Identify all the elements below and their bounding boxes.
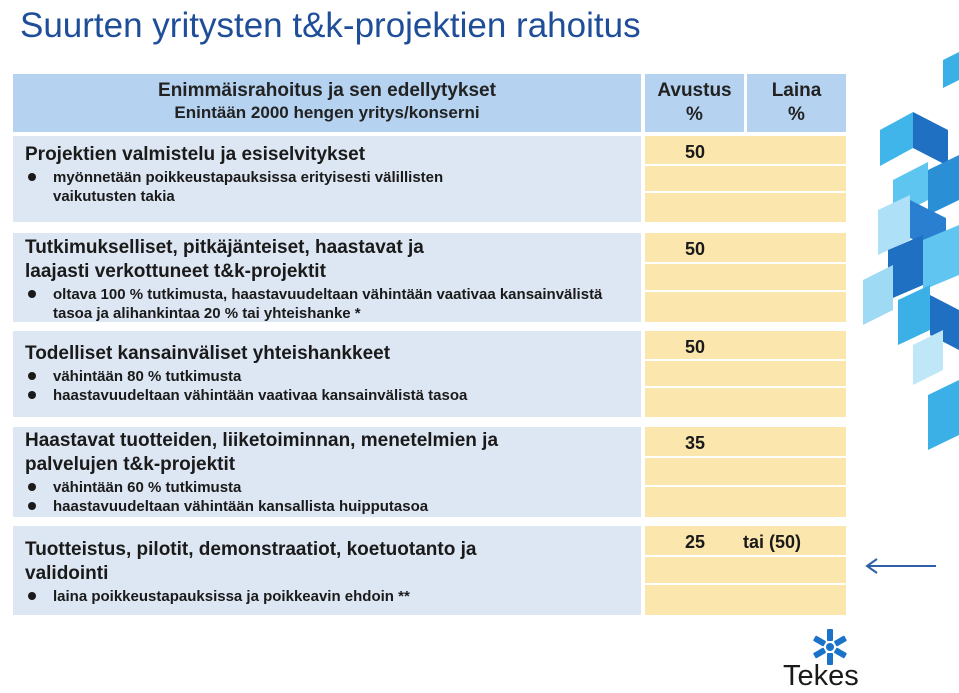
header-laina-unit: % <box>788 104 805 125</box>
header-laina-label: Laina <box>771 80 822 101</box>
avustus-value: 50 <box>685 337 706 357</box>
row-bullet: haastavuudeltaan vähintään kansallista huipputasoa <box>25 497 641 516</box>
row-bullet: oltava 100 % tutkimusta, haastavuudeltaan vähintään vaativaa kansainvälistä tasoa ja alihankintaa 20 % tai yhteishanke * <box>25 285 628 323</box>
value-cell <box>645 427 846 517</box>
row-title: Tuotteistus, pilotit, demonstraatiot, koetuotanto ja <box>25 539 477 560</box>
header-avustus-unit: % <box>686 104 703 125</box>
tekes-logo-text: Tekes <box>783 660 859 692</box>
value-cell <box>645 331 846 417</box>
decorative-cubes-icon <box>858 50 959 450</box>
row-title: Todelliset kansainväliset yhteishankkeet <box>25 343 391 364</box>
table-header-avustus <box>645 74 744 132</box>
table-row <box>13 136 641 222</box>
avustus-value: 50 <box>685 239 706 259</box>
table-row <box>13 526 641 615</box>
row-title-cont: palvelujen t&k-projektit <box>25 454 236 475</box>
row-title-cont: laajasti verkottuneet t&k-projektit <box>25 261 326 282</box>
value-cell <box>645 526 846 615</box>
row-title: Haastavat tuotteiden, liiketoiminnan, menetelmien ja <box>25 430 499 451</box>
header-avustus-label: Avustus <box>657 80 732 101</box>
avustus-value: 25 <box>685 532 706 552</box>
row-bullet: haastavuudeltaan vähintään vaativaa kansainvälistä tasoa <box>25 386 641 405</box>
row-title: Tutkimukselliset, pitkäjänteiset, haastavat ja <box>25 237 424 258</box>
table-header-laina <box>747 74 846 132</box>
avustus-value: 50 <box>685 142 706 162</box>
row-bullet: myönnetään poikkeustapauksissa erityisesti välillisten vaikutusten takia <box>25 168 453 206</box>
avustus-value: 35 <box>685 433 706 453</box>
laina-value: tai (50) <box>743 532 802 552</box>
header-conditions-subtitle: Enintään 2000 hengen yritys/konserni <box>174 103 480 122</box>
row-title: Projektien valmistelu ja esiselvitykset <box>25 144 366 165</box>
table-row <box>13 233 641 322</box>
table-row <box>13 331 641 417</box>
row-bullet: vähintään 80 % tutkimusta <box>25 367 641 386</box>
value-cell <box>645 136 846 222</box>
row-title-cont: validointi <box>25 563 109 584</box>
row-bullet: vähintään 60 % tutkimusta <box>25 478 641 497</box>
left-arrow-icon <box>864 558 938 574</box>
page-title: Suurten yritysten t&k-projektien rahoitus <box>20 6 641 45</box>
table-row <box>13 427 641 517</box>
value-cell <box>645 233 846 322</box>
table-header-conditions <box>13 74 641 132</box>
row-bullet: laina poikkeustapauksissa ja poikkeavin ehdoin ** <box>25 587 641 606</box>
header-conditions-title: Enimmäisrahoitus ja sen edellytykset <box>158 80 496 101</box>
